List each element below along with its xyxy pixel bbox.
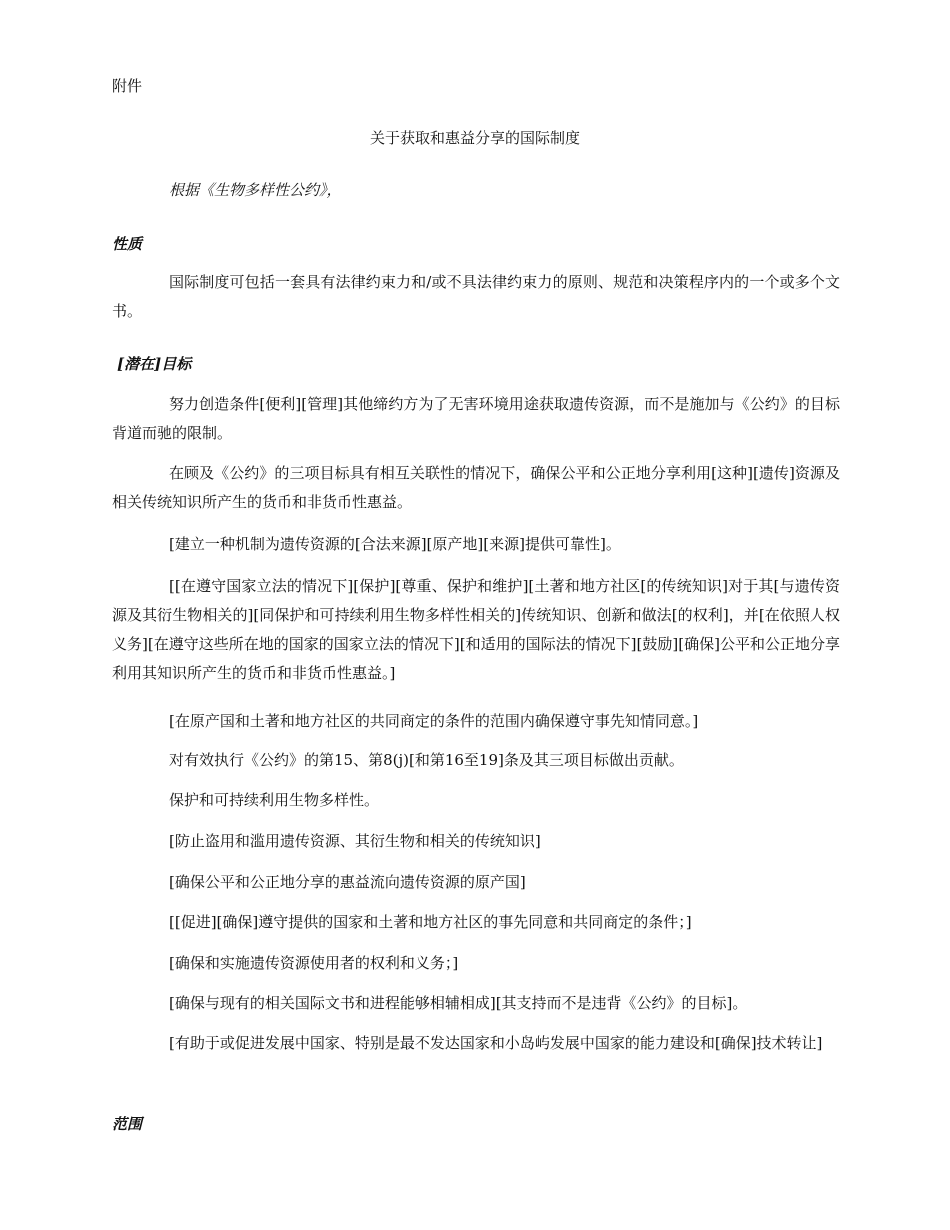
paragraph: [有助于或促进发展中国家、特别是最不发达国家和小岛屿发展中国家的能力建设和[确保]技术转让]: [169, 1034, 823, 1052]
paragraph: 对有效执行《公约》的第15、第8(j)[和第16至19]条及其三项目标做出贡献。: [169, 751, 684, 769]
paragraph: [在原产国和土著和地方社区的共同商定的条件的范围内确保遵守事先知情同意。]: [169, 712, 699, 730]
paragraph: 国际制度可包括一套具有法律约束力和/或不具法律约束力的原则、规范和决策程序内的一个或多个文书。: [112, 273, 840, 320]
paragraph: [建立一种机制为遗传资源的[合法来源][原产地][来源]提供可靠性]。: [169, 535, 621, 553]
paragraph: [确保公平和公正地分享的惠益流向遗传资源的原产国]: [169, 873, 526, 891]
preamble: 根据《生物多样性公约》，: [169, 181, 342, 199]
paragraph: [确保和实施遗传资源使用者的权利和义务；]: [169, 954, 459, 972]
paragraph: [防止盗用和滥用遗传资源、其衍生物和相关的传统知识]: [169, 832, 541, 850]
paragraph: [[促进][确保]遵守提供的国家和土著和地方社区的事先同意和共同商定的条件；]: [169, 913, 692, 931]
paragraph: [[在遵守国家立法的情况下][保护][尊重、保护和维护][土著和地方社区[的传统知识]对于其[与遗传资源及其衍生物相关的][同保护和可持续利用生物多样性相关的]传统知识、创新和做法[的权利]，并[在依照人权义务][在遵守这些所在地的国家的国家立法的情况下][和适用的国际法的情况下][鼓励][确保]公平和公正地分享利用其知识所产生的货币和非货币性惠益。]: [112, 577, 840, 682]
paragraph: 保护和可持续利用生物多样性。: [169, 791, 380, 809]
section-heading-objectives: [潜在]目标: [117, 355, 192, 373]
section-heading-nature: 性质: [112, 235, 143, 253]
paragraph: [确保与现有的相关国际文书和进程能够相辅相成][其支持而不是违背《公约》的目标]。: [169, 994, 748, 1012]
paragraph: 在顾及《公约》的三项目标具有相互关联性的情况下，确保公平和公正地分享利用[这种][遗传]资源及相关传统知识所产生的货币和非货币性惠益。: [112, 464, 840, 511]
annex-label: 附件: [112, 77, 143, 95]
document-title: 关于获取和惠益分享的国际制度: [369, 129, 580, 147]
section-heading-scope: 范围: [112, 1115, 143, 1133]
paragraph: 努力创造条件[便利][管理]其他缔约方为了无害环境用途获取遗传资源，而不是施加与《公约》的目标背道而驰的限制。: [112, 395, 840, 442]
